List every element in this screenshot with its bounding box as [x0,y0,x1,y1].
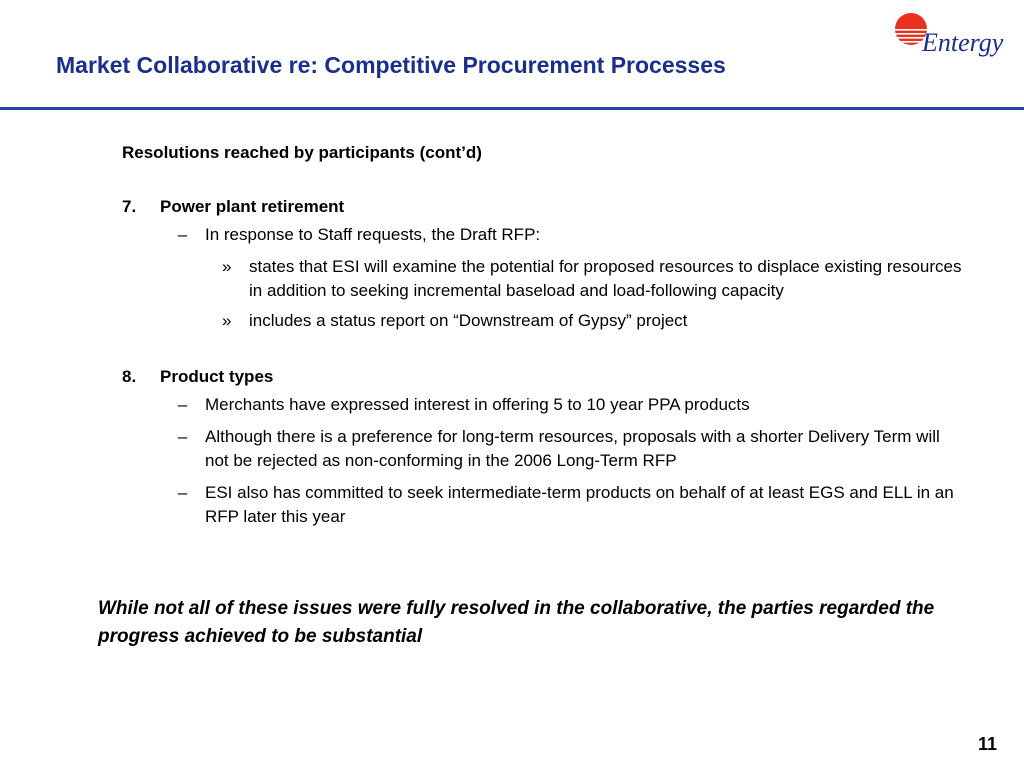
sub-list-item-text: includes a status report on “Downstream of Gypsy” project [249,311,688,330]
list-item [160,223,982,247]
item-number: 7. [122,197,137,216]
item-label: Product types [160,367,274,386]
list-item-text: Although there is a preference for long-term resources, proposals with a shorter Delivery Term will not be rejected as non-conforming in the 2006 Long-Term RFP [205,427,940,470]
logo-wordmark: Entergy [922,28,1004,57]
chevron-bullet: » [222,257,232,276]
slide-title: Market Collaborative re: Competitive Procurement Processes [56,52,726,78]
item-label: Power plant retirement [160,197,345,216]
chevron-bullet: » [222,311,232,330]
list-item [160,481,982,529]
dash-bullet: – [177,225,188,244]
sub-list-item [222,255,982,303]
entergy-logo [890,10,1015,62]
list-item [160,393,982,417]
conclusion-statement: While not all of these issues were fully resolved in the collaborative, the parties regarded the progress achieved to be substantial [98,598,935,647]
list-item-text: In response to Staff requests, the Draft RFP: [205,225,541,244]
list-item-text: Merchants have expressed interest in offering 5 to 10 year PPA products [205,395,750,414]
title-divider [0,107,1024,110]
sub-list-item-text: states that ESI will examine the potential for proposed resources to displace existing resources in addition to seeking incremental baseload and load-following capacity [249,257,962,300]
page-number: 11 [978,734,998,754]
dash-bullet: – [177,395,188,414]
item-number: 8. [122,367,137,386]
sub-list-item [222,309,982,333]
numbered-item [122,367,982,387]
slide-body [122,143,982,537]
dash-bullet: – [177,483,188,502]
dash-bullet: – [177,427,188,446]
list-item-text: ESI also has committed to seek intermediate-term products on behalf of at least EGS and ELL in an RFP later this year [205,483,954,526]
numbered-item [122,197,982,217]
list-item [160,425,982,473]
section-heading: Resolutions reached by participants (cont’d) [122,143,482,162]
